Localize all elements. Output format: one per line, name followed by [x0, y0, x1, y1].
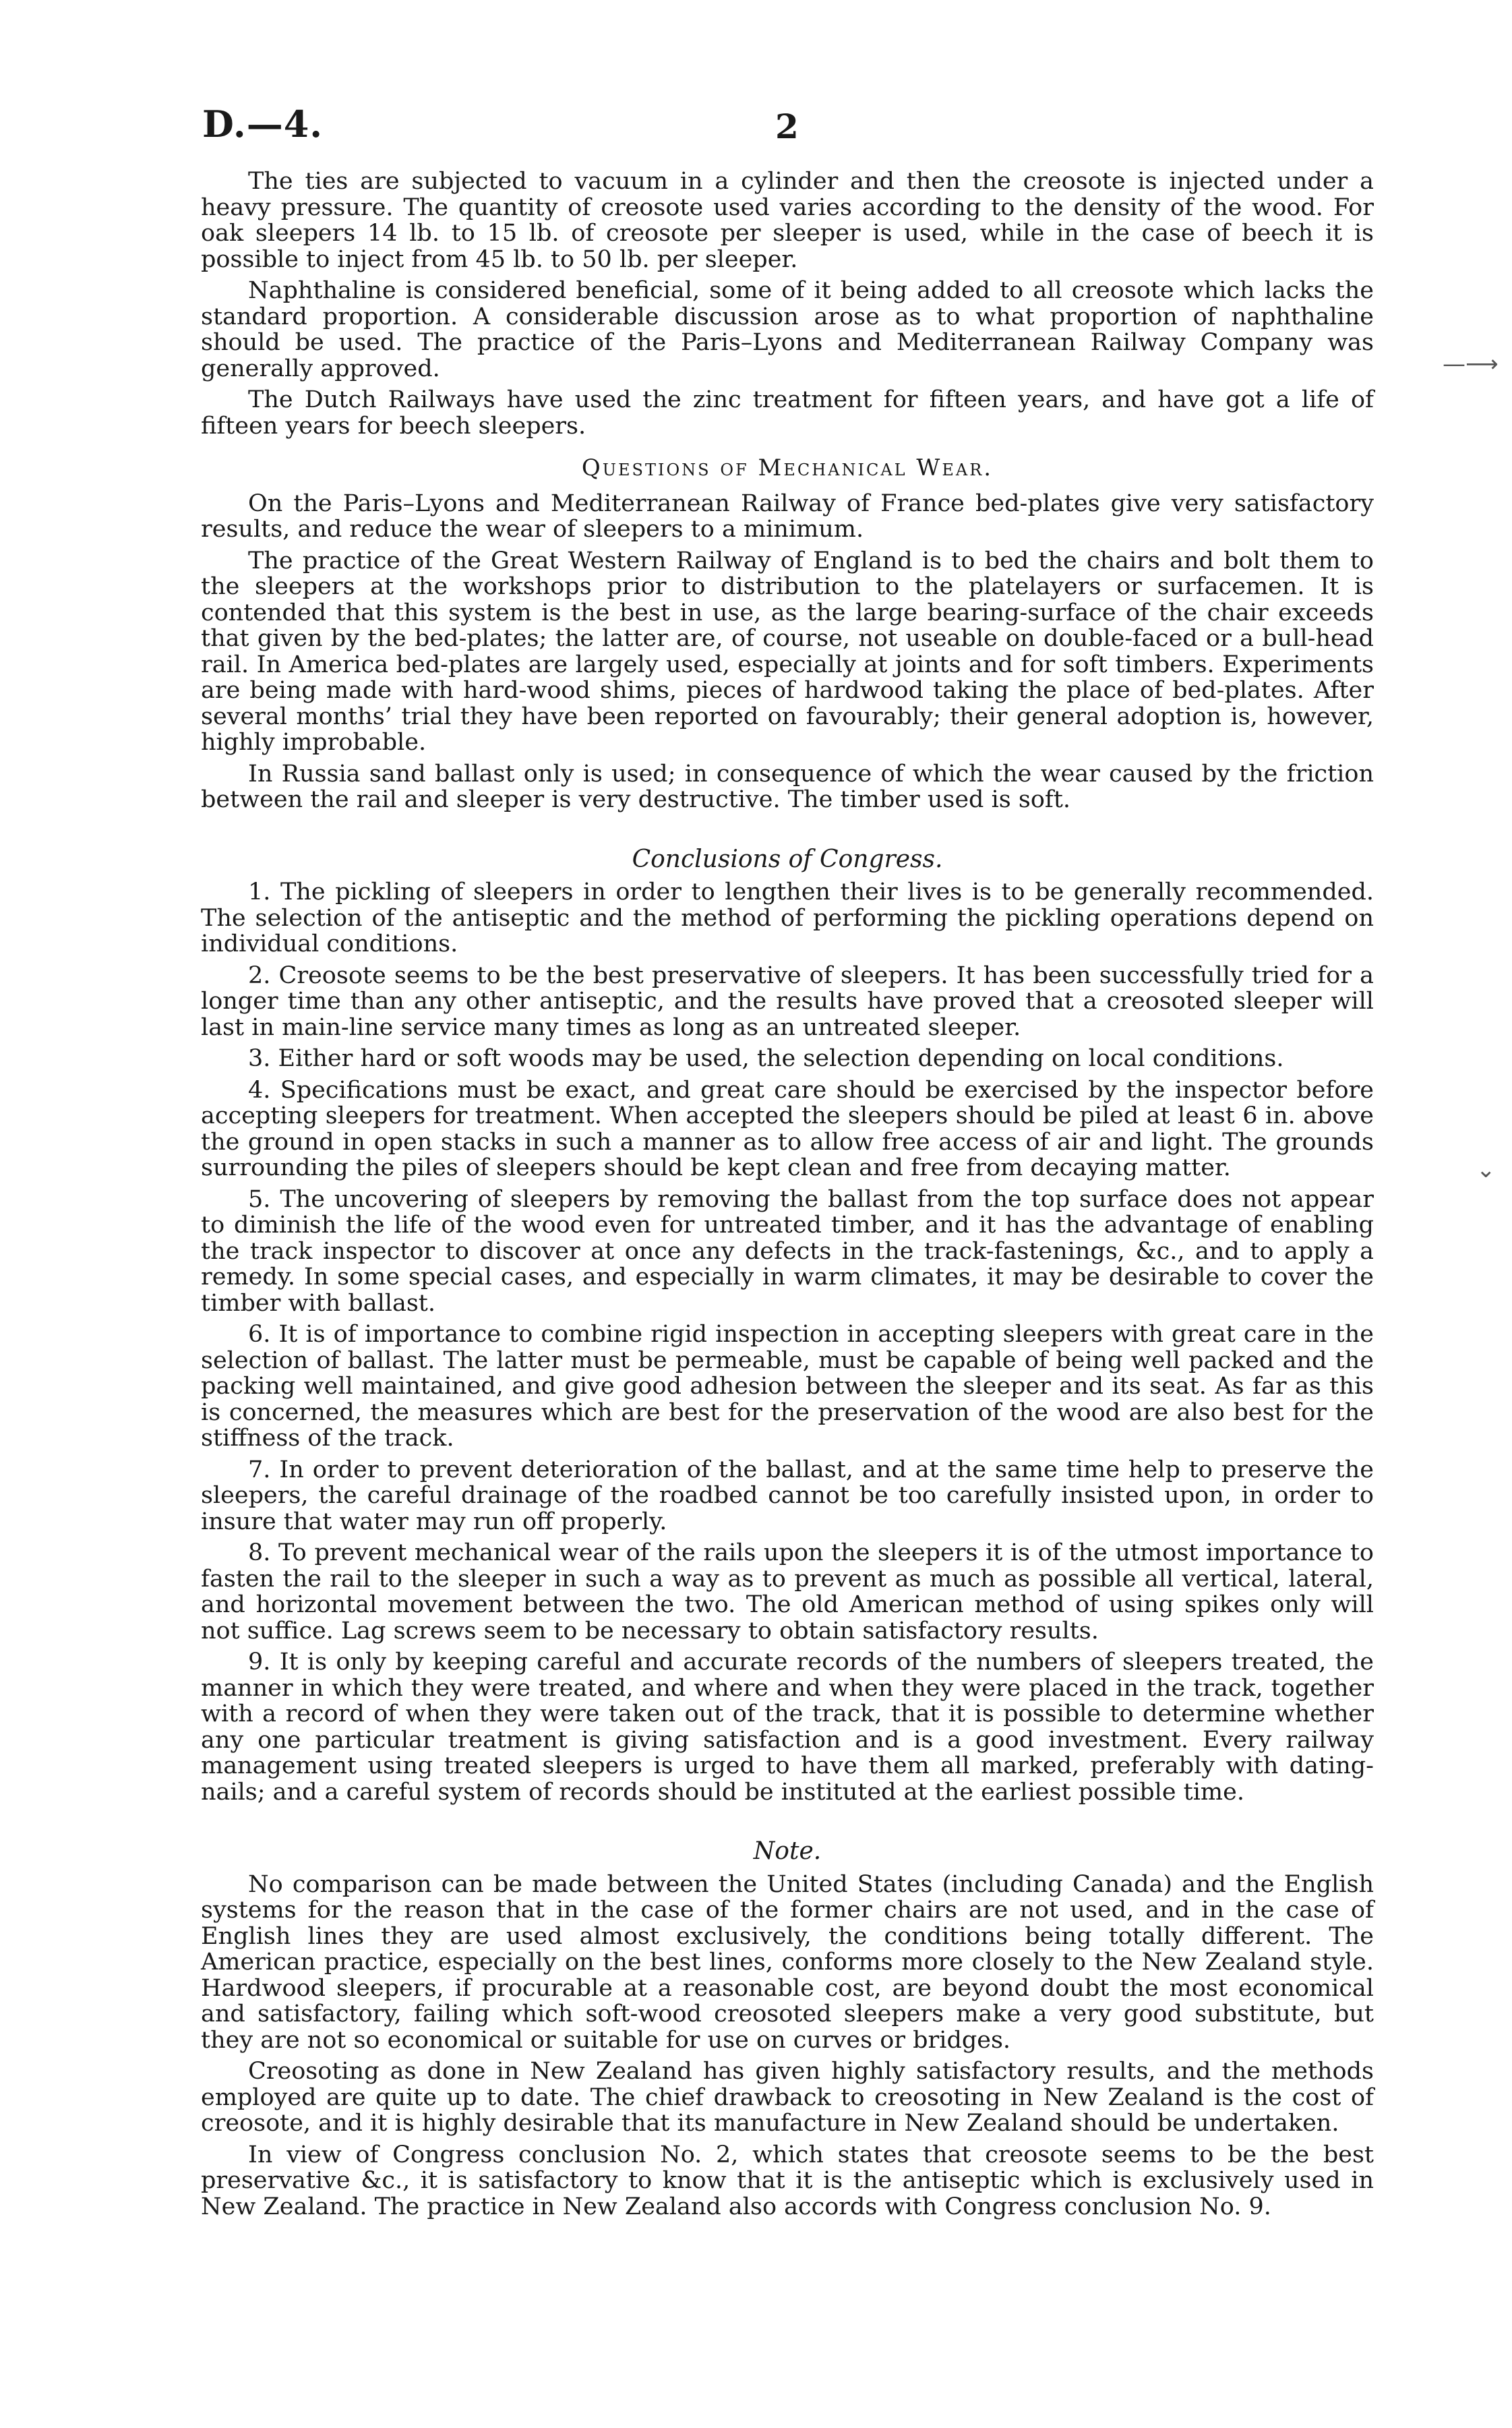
paragraph: The ties are subjected to vacuum in a cylinder and then the creosote is injected under a heavy pressure. The quantity of creosote used varies according to the density of the wood. For oak sleepers 14 lb. to 15 lb. of creosote per sleeper is used, while in the case of beech it is possible to inject from 45 lb. to 50 lb. per sleeper.	[201, 168, 1374, 273]
margin-tick-icon: ⌄	[1476, 1156, 1496, 1183]
paragraph: On the Paris–Lyons and Mediterranean Railway of France bed-plates give very satisfactory results, and reduce the wear of sleepers to a minimum.	[201, 490, 1374, 543]
conclusion-item: 9. It is only by keeping careful and accurate records of the numbers of sleepers treated, the manner in which they were treated, and where and when they were placed in the track, together with a record of when they were taken out of the track, that it is possible to determine whether any one particular treatment is giving satisfaction and is a good investment. Every railway management using treated sleepers is urged to have them all marked, preferably with dating-nails; and a careful system of records should be instituted at the earliest possible time.	[201, 1649, 1374, 1806]
paragraph: In view of Congress conclusion No. 2, which states that creosote seems to be the best preservative &c., it is satisfactory to know that it is the antiseptic which is exclusively used in New Zealand. The practice in New Zealand also accords with Congress conclusion No. 9.	[201, 2141, 1374, 2220]
paragraph: In Russia sand ballast only is used; in consequence of which the wear caused by the friction between the rail and sleeper is very destructive. The timber used is soft.	[201, 760, 1374, 813]
conclusion-item: 7. In order to prevent deterioration of the ballast, and at the same time help to preserve the sleepers, the careful drainage of the roadbed cannot be too carefully insisted upon, in order to insure that water may run off properly.	[201, 1456, 1374, 1535]
conclusion-item: 6. It is of importance to combine rigid inspection in accepting sleepers with great care in the selection of ballast. The latter must be permeable, must be capable of being well packed and the packing well maintained, and give good adhesion between the sleeper and its seat. As far as this is concerned, the measures which are best for the preservation of the wood are also best for the stiffness of the track.	[201, 1321, 1374, 1452]
margin-arrow-icon: —⟶	[1443, 351, 1499, 378]
page-number: 2	[775, 107, 799, 146]
paragraph: Naphthaline is considered beneficial, some of it being added to all creosote which lacks the standard proportion. A considerable discussion arose as to what proportion of naphthaline should be used. The practice of the Paris–Lyons and Mediterranean Railway Company was generally approved.	[201, 277, 1374, 382]
conclusion-item: 1. The pickling of sleepers in order to lengthen their lives is to be generally recommended. The selection of the antiseptic and the method of performing the pickling operations depend on individual conditions.	[201, 879, 1374, 957]
section-heading-conclusions: Conclusions of Congress.	[632, 845, 943, 873]
conclusion-item: 3. Either hard or soft woods may be used, the selection depending on local conditions.	[248, 1045, 1284, 1072]
paragraph: The Dutch Railways have used the zinc treatment for fifteen years, and have got a life of fifteen years for beech sleepers.	[201, 386, 1374, 440]
paragraph: Creosoting as done in New Zealand has given highly satisfactory results, and the methods employed are quite up to date. The chief drawback to creosoting in New Zealand is the cost of creosote, and it is highly desirable that its manufacture in New Zealand should be undertaken.	[201, 2058, 1374, 2137]
paragraph: No comparison can be made between the United States (including Canada) and the English systems for the reason that in the case of the former chairs are not used, and in the case of English lines they are used almost exclusively, the conditions being totally different. The American practice, especially on the best lines, conforms more closely to the New Zealand style. Hardwood sleepers, if procurable at a reasonable cost, are beyond doubt the most economical and satisfactory, failing which soft-wood creosoted sleepers make a very good substitute, but they are not so economical or suitable for use on curves or bridges.	[201, 1870, 1374, 2054]
paragraph: The practice of the Great Western Railway of England is to bed the chairs and bolt them to the sleepers at the workshops prior to distribution to the platelayers or surfacemen. It is contended that this system is the best in use, as the large bearing-surface of the chair exceeds that given by the bed-plates; the latter are, of course, not useable on double-faced or a bull-head rail. In America bed-plates are largely used, especially at joints and for soft timbers. Experiments are being made with hard-wood shims, pieces of hardwood taking the place of bed-plates. After several months’ trial they have been reported on favourably; their general adoption is, however, highly improbable.	[201, 547, 1374, 756]
conclusion-item: 2. Creosote seems to be the best preservative of sleepers. It has been successfully tried for a longer time than any other antiseptic, and the results have proved that a creosoted sleeper will last in main-line service many times as long as an untreated sleeper.	[201, 961, 1374, 1041]
conclusion-item: 4. Specifications must be exact, and great care should be exercised by the inspector before accepting sleepers for treatment. When accepted the sleepers should be piled at least 6 in. above the ground in open stacks in such a manner as to allow free access of air and light. The grounds surrounding the piles of sleepers should be kept clean and free from decaying matter.	[201, 1076, 1374, 1181]
section-heading-note: Note.	[753, 1837, 822, 1865]
conclusion-item: 5. The uncovering of sleepers by removing the ballast from the top surface does not appear to diminish the life of the wood even for untreated timber, and it has the advantage of enabling the track inspector to discover at once any defects in the track-fastenings, &c., and to apply a remedy. In some special cases, and especially in warm climates, it may be desirable to cover the timber with ballast.	[201, 1185, 1374, 1317]
document-reference: D.—4.	[202, 102, 324, 146]
conclusion-item: 8. To prevent mechanical wear of the rails upon the sleepers it is of the utmost importance to fasten the rail to the sleeper in such a way as to prevent as much as possible all vertical, lateral, and horizontal movement between the two. The old American method of using spikes only will not suffice. Lag screws seem to be necessary to obtain satisfactory results.	[201, 1539, 1374, 1645]
body-text	[201, 169, 1374, 2225]
section-heading-mechanical-wear: Questions of Mechanical Wear.	[581, 454, 994, 481]
